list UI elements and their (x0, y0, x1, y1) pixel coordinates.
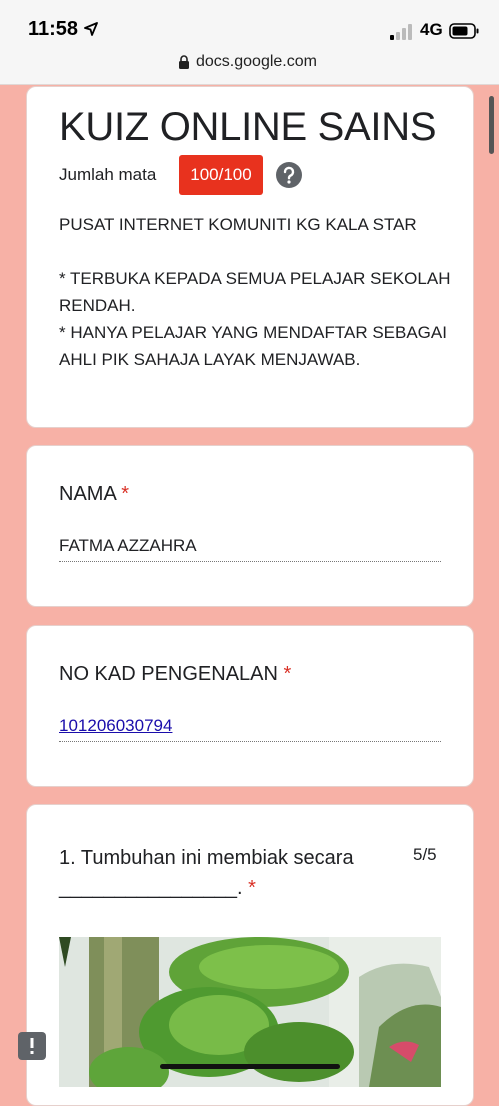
required-asterisk: * (283, 663, 292, 685)
form-title: KUIZ ONLINE SAINS (59, 105, 437, 149)
report-feedback-button[interactable] (18, 1032, 46, 1060)
question-1-text (59, 843, 389, 903)
question-label-text: NO KAD PENGENALAN (59, 663, 278, 685)
question-label-text: NAMA (59, 483, 116, 505)
browser-url-bar[interactable] (0, 48, 499, 85)
form-header-card (26, 86, 474, 428)
help-icon[interactable] (275, 161, 303, 189)
cellular-signal-icon (390, 24, 416, 40)
question-1-label: 1. Tumbuhan ini membiak secara ________________. (59, 847, 354, 899)
status-time: 11:58 (28, 18, 79, 40)
question-card-ic-number (26, 625, 474, 787)
scrollbar[interactable] (489, 96, 494, 154)
question-label (59, 483, 129, 506)
url-text: docs.google.com (196, 53, 317, 70)
exclamation-icon (18, 1032, 46, 1060)
question-card-nama (26, 445, 474, 607)
ic-number-answer-field[interactable]: 101206030794 (59, 716, 441, 742)
question-points: 5/5 (413, 845, 437, 864)
required-asterisk: * (121, 483, 130, 505)
score-label: Jumlah mata (59, 165, 157, 184)
name-answer-field[interactable]: FATMA AZZAHRA (59, 536, 441, 562)
lock-icon (178, 55, 190, 69)
question-label (59, 663, 291, 686)
question-card-1 (26, 804, 474, 1106)
score-badge: 100/100 (179, 155, 263, 195)
status-bar (0, 0, 499, 48)
location-arrow-icon (84, 22, 98, 36)
network-type: 4G (420, 20, 443, 39)
home-indicator[interactable] (160, 1064, 340, 1069)
required-asterisk: * (248, 877, 256, 899)
form-description: PUSAT INTERNET KOMUNITI KG KALA STAR * TERBUKA KEPADA SEMUA PELAJAR SEKOLAH RENDAH. * HANYA PELAJAR YANG MENDAFTAR SEBAGAI AHLI PIK SAHAJA LAYAK MENJAWAB. (59, 215, 451, 369)
battery-icon (449, 23, 479, 39)
